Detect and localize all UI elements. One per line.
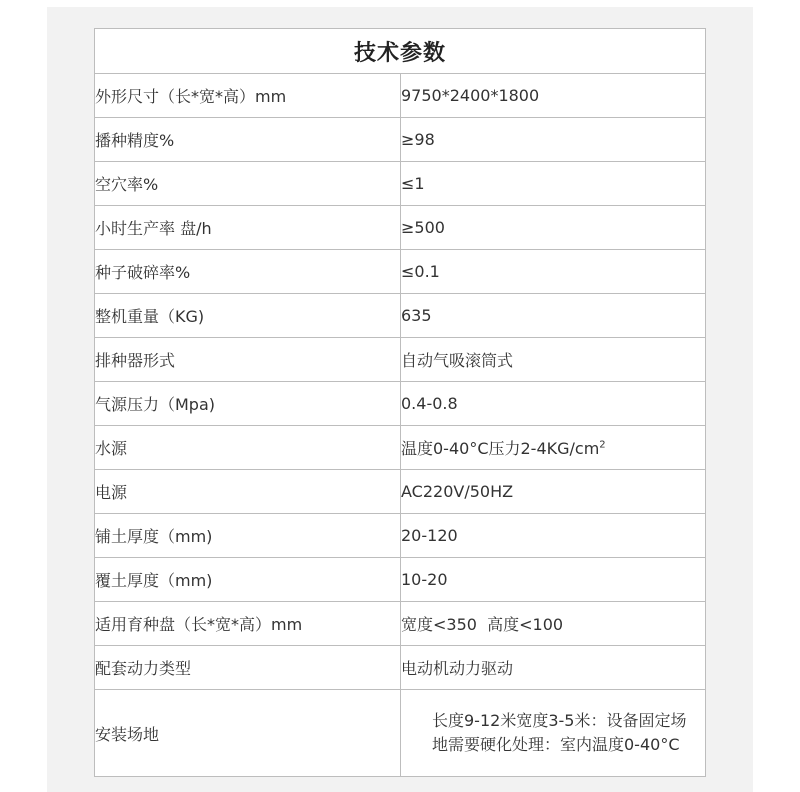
param-name: 适用育种盘（长*宽*高）mm bbox=[95, 602, 401, 646]
param-value: 635 bbox=[401, 294, 706, 338]
param-value: 电动机动力驱动 bbox=[401, 646, 706, 690]
param-value-text: 温度0-40°C压力2-4KG/cm bbox=[401, 439, 600, 458]
table-row bbox=[95, 162, 706, 206]
param-value: 0.4-0.8 bbox=[401, 382, 706, 426]
superscript: 2 bbox=[599, 439, 606, 451]
param-name: 外形尺寸（长*宽*高）mm bbox=[95, 74, 401, 118]
param-name: 排种器形式 bbox=[95, 338, 401, 382]
param-name: 电源 bbox=[95, 470, 401, 514]
param-name: 水源 bbox=[95, 426, 401, 470]
table-row bbox=[95, 602, 706, 646]
param-value: ≥98 bbox=[401, 118, 706, 162]
param-value: 10-20 bbox=[401, 558, 706, 602]
param-value: 9750*2400*1800 bbox=[401, 74, 706, 118]
param-value: ≤1 bbox=[401, 162, 706, 206]
table-row bbox=[95, 294, 706, 338]
param-name: 小时生产率 盘/h bbox=[95, 206, 401, 250]
param-value: 长度9-12米宽度3-5米：设备固定场地需要硬化处理：室内温度0-40°C bbox=[401, 690, 706, 777]
table-row bbox=[95, 470, 706, 514]
param-name: 种子破碎率% bbox=[95, 250, 401, 294]
table-row bbox=[95, 118, 706, 162]
param-name: 铺土厚度（mm) bbox=[95, 514, 401, 558]
param-value: ≥500 bbox=[401, 206, 706, 250]
param-name: 整机重量（KG) bbox=[95, 294, 401, 338]
table-row bbox=[95, 514, 706, 558]
param-name: 配套动力类型 bbox=[95, 646, 401, 690]
spec-table bbox=[94, 28, 706, 777]
param-name: 覆土厚度（mm) bbox=[95, 558, 401, 602]
param-value: 宽度<350 高度<100 bbox=[401, 602, 706, 646]
table-row bbox=[95, 338, 706, 382]
param-name: 播种精度% bbox=[95, 118, 401, 162]
table-row bbox=[95, 74, 706, 118]
param-value: AC220V/50HZ bbox=[401, 470, 706, 514]
table-row bbox=[95, 690, 706, 777]
table-row bbox=[95, 382, 706, 426]
param-name: 空穴率% bbox=[95, 162, 401, 206]
table-row bbox=[95, 646, 706, 690]
param-value: ≤0.1 bbox=[401, 250, 706, 294]
param-name: 气源压力（Mpa) bbox=[95, 382, 401, 426]
param-value bbox=[401, 426, 706, 470]
param-name: 安装场地 bbox=[95, 690, 401, 777]
table-row bbox=[95, 206, 706, 250]
table-row bbox=[95, 250, 706, 294]
table-row bbox=[95, 426, 706, 470]
param-value: 20-120 bbox=[401, 514, 706, 558]
table-title: 技术参数 bbox=[95, 29, 706, 74]
table-row bbox=[95, 558, 706, 602]
param-value: 自动气吸滚筒式 bbox=[401, 338, 706, 382]
